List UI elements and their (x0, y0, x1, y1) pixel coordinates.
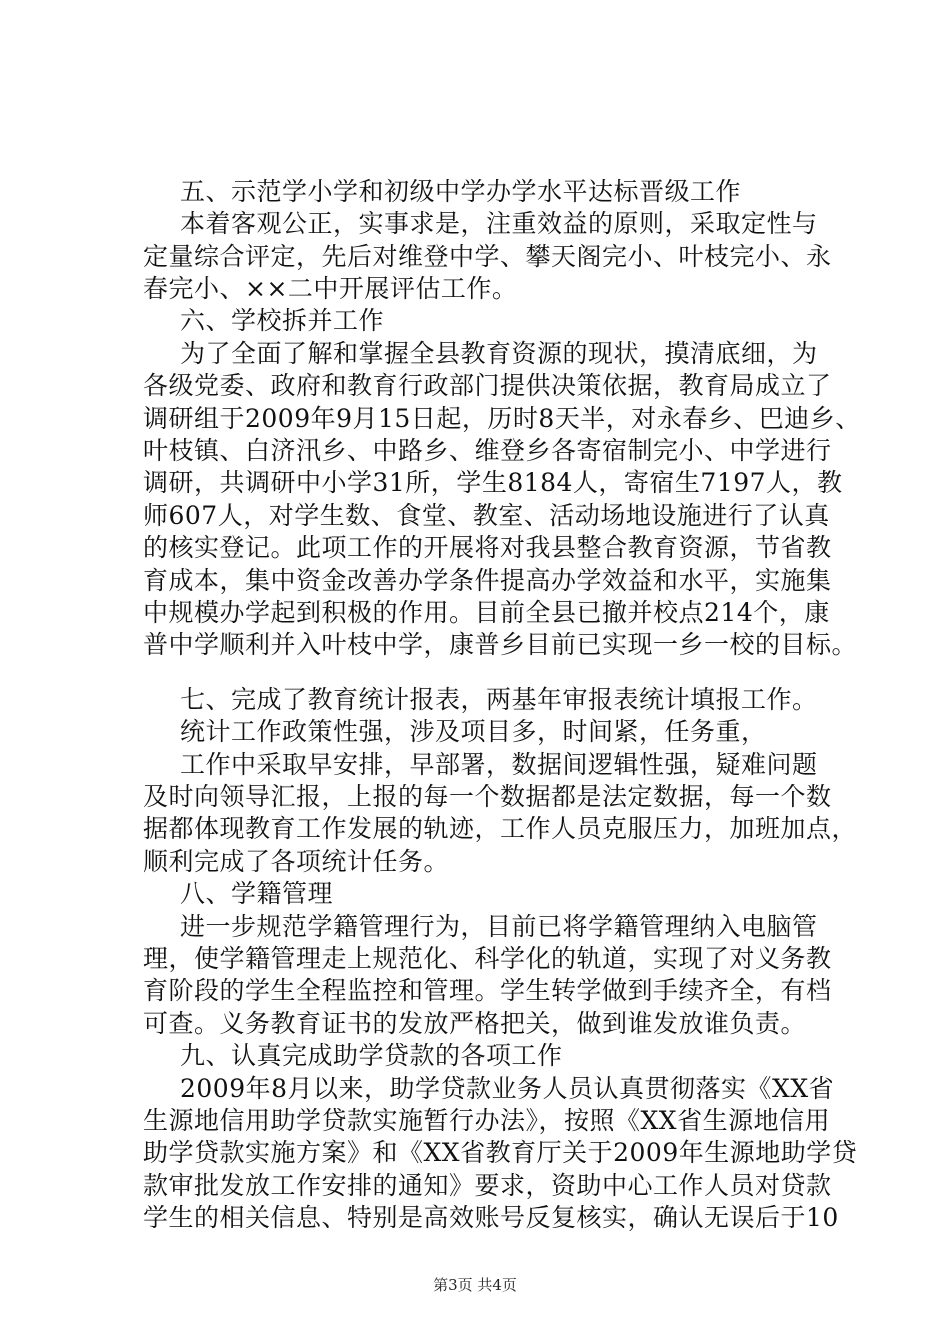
paragraph-line: 育阶段的学生全程监控和管理。学生转学做到手续齐全，有档 (143, 976, 832, 1005)
paragraph-line: 育成本，集中资金改善办学条件提高办学效益和水平，实施集 (143, 566, 832, 595)
heading-section-9: 九、认真完成助学贷款的各项工作 (180, 1041, 563, 1070)
page-number-footer: 第3页 共4页 (433, 1276, 517, 1294)
paragraph-line: 学生的相关信息、特别是高效账号反复核实，确认无误后于10 (143, 1203, 839, 1232)
heading-section-7: 七、完成了教育统计报表，两基年审报表统计填报工作。 (180, 685, 818, 714)
heading-section-8: 八、学籍管理 (180, 879, 334, 908)
paragraph-line: 的核实登记。此项工作的开展将对我县整合教育资源，节省教 (143, 533, 832, 562)
paragraph-line: 统计工作政策性强，涉及项目多，时间紧，任务重， (180, 717, 767, 746)
paragraph-line: 2009年8月以来，助学贷款业务人员认真贯彻落实《XX省 (180, 1074, 835, 1103)
paragraph-line: 本着客观公正，实事求是，注重效益的原则，采取定性与 (180, 209, 818, 238)
paragraph-line: 定量综合评定，先后对维登中学、攀天阁完小、叶枝完小、永 (143, 242, 832, 271)
paragraph-line: 调研，共调研中小学31所，学生8184人，寄宿生7197人，教 (143, 468, 843, 497)
paragraph-line: 调研组于2009年9月15日起，历时8天半，对永春乡、巴迪乡、 (143, 404, 861, 433)
paragraph-line: 进一步规范学籍管理行为，目前已将学籍管理纳入电脑管 (180, 912, 818, 941)
paragraph-line: 中规模办学起到积极的作用。目前全县已撤并校点214个，康 (143, 598, 830, 627)
heading-section-6: 六、学校拆并工作 (180, 306, 385, 335)
heading-section-5: 五、示范学小学和初级中学办学水平达标晋级工作 (180, 177, 742, 206)
paragraph-line: 工作中采取早安排，早部署，数据间逻辑性强，疑难问题 (180, 750, 818, 779)
paragraph-line: 据都体现教育工作发展的轨迹，工作人员克服压力，加班加点， (143, 814, 858, 843)
paragraph-line: 助学贷款实施方案》和《XX省教育厅关于2009年生源地助学贷 (143, 1138, 858, 1167)
paragraph-line: 理，使学籍管理走上规范化、科学化的轨道，实现了对义务教 (143, 944, 832, 973)
paragraph-line: 可查。义务教育证书的发放严格把关，做到谁发放谁负责。 (143, 1009, 807, 1038)
paragraph-line: 师607人，对学生数、食堂、教室、活动场地设施进行了认真 (143, 501, 830, 530)
paragraph-line: 款审批发放工作安排的通知》要求，资助中心工作人员对贷款 (143, 1171, 832, 1200)
paragraph-line: 各级党委、政府和教育行政部门提供决策依据，教育局成立了 (143, 371, 832, 400)
paragraph-line: 生源地信用助学贷款实施暂行办法》，按照《XX省生源地信用 (143, 1106, 831, 1135)
paragraph-line: 为了全面了解和掌握全县教育资源的现状，摸清底细，为 (180, 339, 818, 368)
paragraph-line: 顺利完成了各项统计任务。 (143, 847, 450, 876)
paragraph-line: 春完小、××二中开展评估工作。 (143, 274, 518, 303)
paragraph-line: 普中学顺利并入叶枝中学，康普乡目前已实现一乡一校的目标。 (143, 630, 858, 659)
paragraph-line: 及时向领导汇报，上报的每一个数据都是法定数据，每一个数 (143, 782, 832, 811)
paragraph-line: 叶枝镇、白济汛乡、中路乡、维登乡各寄宿制完小、中学进行 (143, 436, 832, 465)
